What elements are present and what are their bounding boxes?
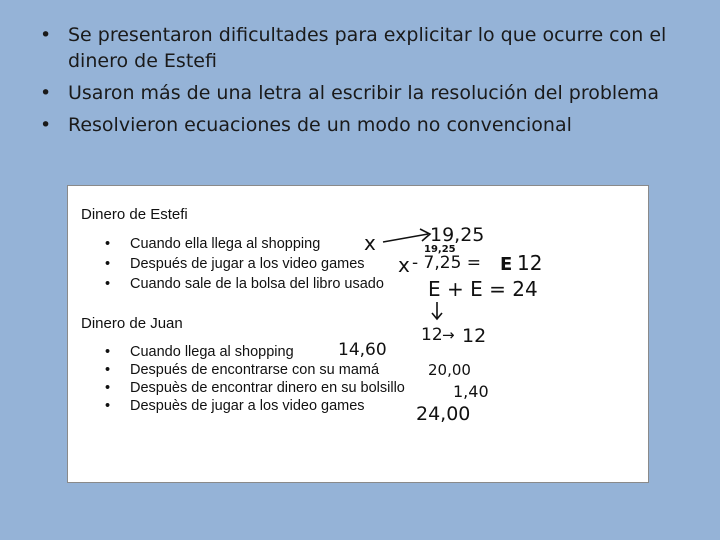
hw-eq3: E + E = 24 (428, 277, 538, 301)
bullet-item: • Resolvieron ecuaciones de un modo no convencional (40, 114, 572, 136)
list-item: • Despuès de jugar a los video games (105, 398, 405, 414)
hw-12c: 12 (462, 325, 487, 347)
list-item: • Cuando sale de la bolsa del libro usado (105, 276, 384, 292)
juan-heading: Dinero de Juan (81, 315, 183, 332)
handwriting-layer (68, 186, 648, 482)
hw-24-00: 24,00 (416, 403, 471, 425)
bullet-text: Resolvieron ecuaciones de un modo no convencional (68, 114, 572, 136)
hw-eq2: - 7,25 = (412, 253, 482, 273)
estefi-heading: Dinero de Estefi (81, 206, 188, 223)
hw-x1: x (364, 231, 376, 255)
bullet-text: Usaron más de una letra al escribir la resolución del problema (68, 82, 660, 104)
list-item: • Despuès de encontrar dinero en su bolsillo (105, 380, 405, 396)
hw-e: E (500, 254, 513, 275)
bullet-item: • Usaron más de una letra al escribir la resolución del problema (40, 82, 660, 104)
scanned-worksheet (67, 185, 649, 483)
hw-12b: 12 (421, 325, 443, 345)
list-item: • Cuando llega al shopping (105, 344, 405, 360)
list-item: • Después de encontrarse con su mamá (105, 362, 405, 378)
hw-12a: 12 (517, 251, 543, 275)
slide-bullet-list (40, 22, 700, 144)
list-item: • Cuando ella llega al shopping (105, 236, 384, 252)
bullet-item: • Se presentaron dificultades para explicitar lo que ocurre con el dinero de Estefi (40, 24, 667, 72)
list-item: • Después de jugar a los video games (105, 256, 384, 272)
hw-1-40: 1,40 (453, 382, 489, 401)
bullet-text: Se presentaron dificultades para explicitar lo que ocurre con el dinero de Estefi (68, 24, 667, 72)
hw-20-00: 20,00 (428, 361, 471, 379)
arrow-line (383, 234, 428, 242)
hw-19-25-small: 19,25 (424, 244, 456, 255)
hw-x2: x (398, 253, 410, 277)
hw-arrow: → (442, 326, 455, 344)
hw-19-25: 19,25 (430, 224, 485, 246)
hw-14-60: 14,60 (338, 340, 387, 360)
